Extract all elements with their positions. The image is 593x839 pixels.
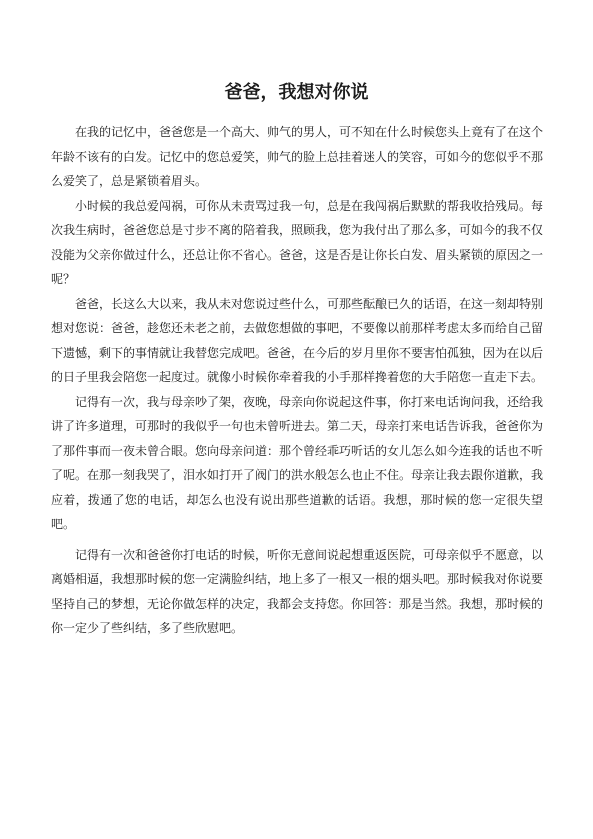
paragraph-5: 记得有一次和爸爸你打电话的时候，听你无意间说起想重返医院，可母亲似乎不愿意，以离婚相逼，我想那时候的您一定满脸纠结，地上多了一根又一根的烟头吧。那时候我对你说要坚持自己的梦想，无论你做怎样的决定，我都会支持您。你回答：那是当然。我想，那时候的你一定少了些纠结，多了些欣慰吧。 — [51, 547, 544, 635]
paragraph-4: 记得有一次，我与母亲吵了架，夜晚，母亲向你说起这件事，你打来电话询问我，还给我讲了许多道理，可那时的我似乎一句也未曾听进去。第二天，母亲打来电话告诉我，爸爸你为了那件事而一夜未曾合眼。您向母亲问道：那个曾经乖巧听话的女儿怎么如今连我的话也不听了呢。在那一刻我哭了，泪水如打开了阀门的洪水般怎么也止不住。母亲让我去跟你道歉，我应着，拨通了您的电话，却怎么也没有说出那些道歉的话语。我想，那时候的您一定很失望吧。 — [51, 394, 544, 531]
article-body — [51, 120, 543, 641]
page-title: 爸爸，我想对你说 — [224, 82, 369, 103]
paragraph-3: 爸爸，长这么大以来，我从未对您说过些什么，可那些酝酿已久的话语，在这一刻却特别想对您说：爸爸，趁您还未老之前，去做您想做的事吧，不要像以前那样考虑太多而给自己留下遗憾，剩下的事情就让我替您完成吧。爸爸，在今后的岁月里你不要害怕孤独，因为在以后的日子里我会陪您一起度过。就像小时候你牵着我的小手那样搀着您的大手陪您一直走下去。 — [51, 296, 544, 384]
paragraph-2: 小时候的我总爱闯祸，可你从未责骂过我一句，总是在我闯祸后默默的帮我收拾残局。每次我生病时，爸爸您总是寸步不离的陪着我，照顾我，您为我付出了那么多，可如今的我不仅没能为父亲你做过什么，还总让你不省心。爸爸，这是否是让你长白发、眉头紧锁的原因之一呢？ — [51, 198, 544, 286]
paragraph-1: 在我的记忆中，爸爸您是一个高大、帅气的男人，可不知在什么时候您头上竟有了在这个年龄不该有的白发。记忆中的您总爱笑，帅气的脸上总挂着迷人的笑容，可如今的您似乎不那么爱笑了，总是紧锁着眉头。 — [51, 125, 544, 188]
